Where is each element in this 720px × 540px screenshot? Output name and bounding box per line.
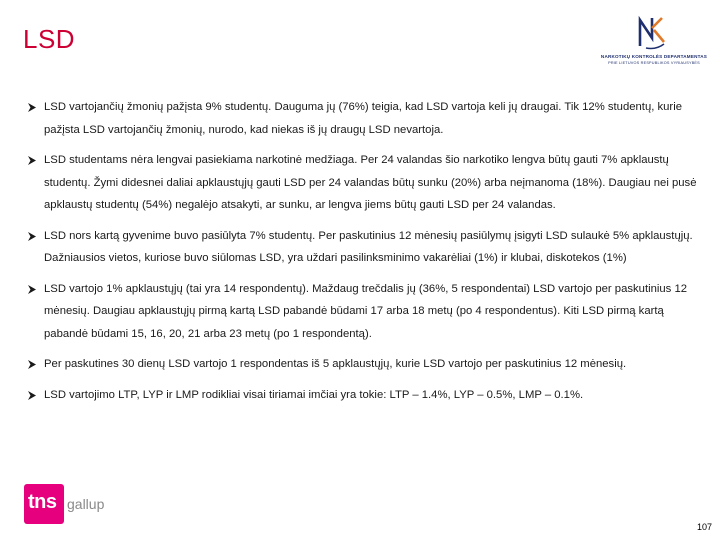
bullet-item: [27, 96, 699, 141]
slide-title: LSD: [23, 24, 76, 54]
bullet-text: LSD vartojo 1% apklaustųjų (tai yra 14 respondentų). Maždaug trečdalis jų (36%, 5 respondentai) LSD vartojo per paskutinius 12 mėnesių. Daugiau apklaustųjų pirmą kartą LSD pabandė būdami 17 arba 18 metų (po 4 respondentus). Kiti LSD pirmą kartą pabandė būdami 15, 16, 20, 21 arba 23 metų (po 1 respondentą).: [44, 282, 688, 340]
ntakd-logo-mark-icon: [632, 12, 672, 52]
bullet-text: LSD vartojimo LTP, LYP ir LMP rodikliai visai tiriamai imčiai yra tokie: LTP – 1.4%, LYP – 0.5%, LMP – 0.1%.: [44, 388, 584, 401]
tns-logo-text: tns: [28, 491, 57, 513]
arrow-right-icon: [27, 155, 37, 166]
arrow-right-icon: [27, 359, 37, 370]
arrow-right-icon: [27, 231, 37, 242]
bullet-text: LSD nors kartą gyvenime buvo pasiūlyta 7% studentų. Per paskutinius 12 mėnesių pasiūlymų įsigyti LSD sulaukė 5% apklaustųjų. Dažniausios vietos, kuriose buvo siūlomas LSD, yra uždari pasilinksminimo vakarėliai (1%) ir klubai, diskotekos (1%): [44, 229, 693, 264]
bullet-item: [27, 278, 699, 346]
bullet-text: Per paskutines 30 dienų LSD vartojo 1 respondentas iš 5 apklaustųjų, kurie LSD vartojo per paskutinius 12 mėnesių.: [44, 358, 627, 370]
arrow-right-icon: [27, 102, 37, 113]
bullet-text: LSD studentams nėra lengvai pasiekiama narkotinė medžiaga. Per 24 valandas šio narkotiko lengva būtų gauti 7% apklaustų studentų. Žymi didesnei daliai apklaustųjų gauti LSD per 24 valandas būtų sunku (20%) arba neįmanoma (18%). Daugiau nei pusė apklaustų studentų (54%) negalėjo atsakyti, ar sunku, ar lengva jiems būtų gauti LSD per 24 valandas.: [44, 154, 697, 211]
arrow-right-icon: [27, 390, 37, 401]
ntakd-logo: [600, 12, 708, 68]
ntakd-logo-line1: NARKOTIKŲ KONTROLĖS DEPARTAMENTAS: [600, 54, 708, 59]
bullet-text: LSD vartojančių žmonių pažįsta 9% studentų. Dauguma jų (76%) teigia, kad LSD vartoja keli jų draugai. Tik 12% studentų, kurie pažįsta LSD vartojančių žmonių, nurodo, kad niekas iš jų draugų LSD nevartoja.: [44, 101, 682, 136]
bullet-item: [27, 225, 699, 270]
arrow-right-icon: [27, 284, 37, 295]
bullet-item: [27, 353, 699, 376]
bullet-list: [27, 96, 699, 414]
gallup-logo-text: gallup: [67, 496, 105, 512]
bullet-item: [27, 149, 699, 217]
page-number: 107: [696, 522, 712, 532]
tns-gallup-logo: [24, 484, 114, 524]
bullet-item: [27, 384, 699, 407]
ntakd-logo-line2: PRIE LIETUVOS RESPUBLIKOS VYRIAUSYBĖS: [608, 61, 700, 65]
